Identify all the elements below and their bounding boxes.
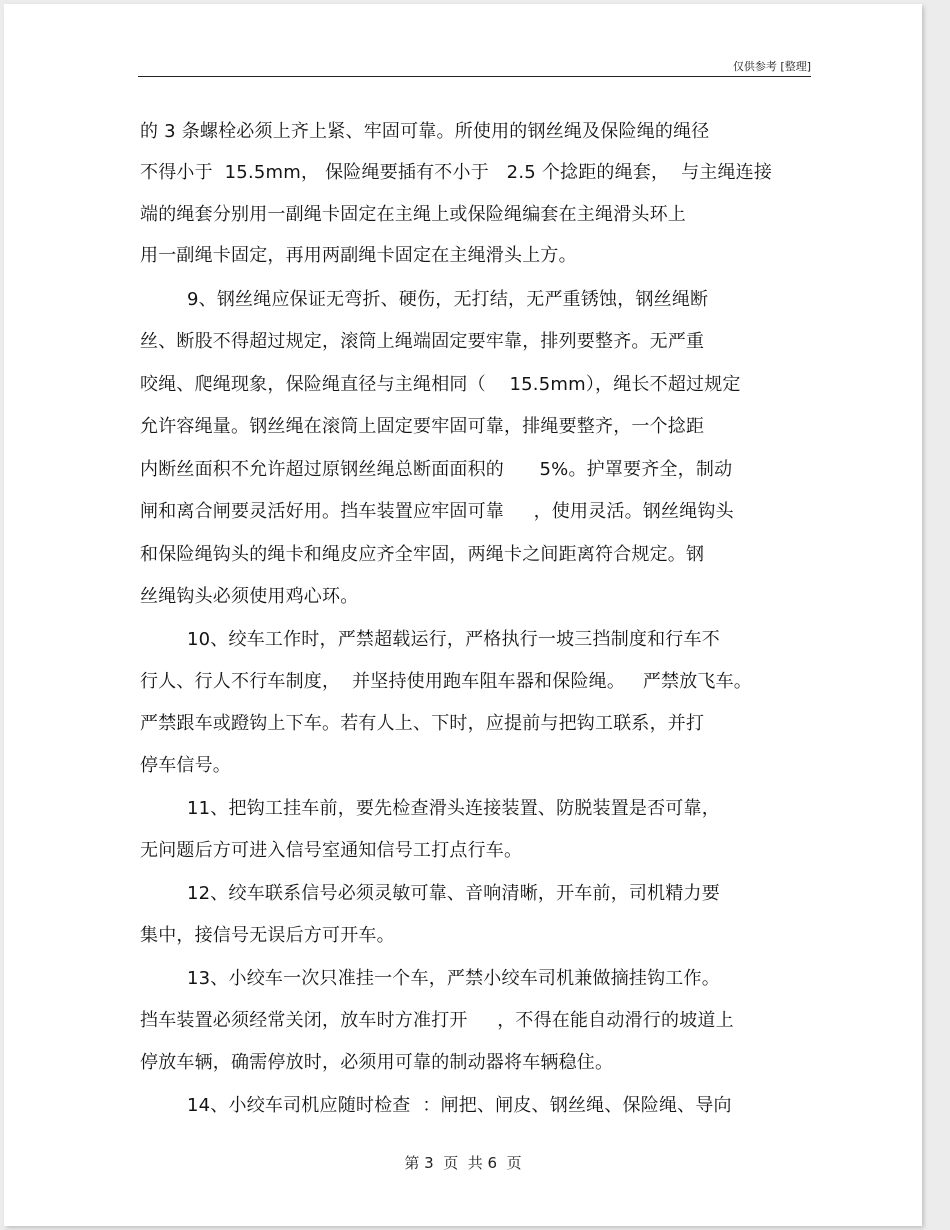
- text-line: 12、绞车联系信号必须灵敏可靠、音响清晰，开车前，司机精力要: [187, 883, 720, 904]
- text-line: 咬绳、爬绳现象，保险绳直径与主绳相同（ 15.5mm），绳长不超过规定: [140, 374, 741, 395]
- text-line: 9、钢丝绳应保证无弯折、硬伤，无打结，无严重锈蚀，钢丝绳断: [187, 289, 709, 310]
- text-line: 挡车装置必须经常关闭，放车时方准打开 ，不得在能自动滑行的坡道上: [140, 1010, 734, 1031]
- text-line: 11、把钩工挂车前，要先检查滑头连接装置、防脱装置是否可靠，: [187, 798, 720, 819]
- text-line: 停车信号。: [140, 755, 231, 776]
- text-line: 无问题后方可进入信号室通知信号工打点行车。: [140, 840, 523, 861]
- text-line: 和保险绳钩头的绳卡和绳皮应齐全牢固，两绳卡之间距离符合规定。钢: [140, 544, 705, 565]
- text-line: 端的绳套分别用一副绳卡固定在主绳上或保险绳编套在主绳滑头环上: [140, 204, 686, 225]
- text-line: 停放车辆，确需停放时，必须用可靠的制动器将车辆稳住。: [140, 1052, 614, 1073]
- header-label: 仅供参考 [整理]: [732, 60, 811, 73]
- text-line: 闸和离合闸要灵活好用。挡车装置应牢固可靠 ，使用灵活。钢丝绳钩头: [140, 501, 734, 522]
- text-line: 内断丝面积不允许超过原钢丝绳总断面面积的 5%。护罩要齐全，制动: [140, 459, 733, 480]
- text-line: 行人、行人不行车制度， 并坚持使用跑车阻车器和保险绳。 严禁放飞车。: [140, 671, 753, 692]
- body-text: [4, 4, 922, 1226]
- text-line: 集中，接信号无误后方可开车。: [140, 925, 395, 946]
- text-line: 允许容绳量。钢丝绳在滚筒上固定要牢固可靠，排绳要整齐，一个捻距: [140, 416, 705, 437]
- text-line: 13、小绞车一次只准挂一个车，严禁小绞车司机兼做摘挂钩工作。: [187, 968, 720, 989]
- text-line: 丝、断股不得超过规定，滚筒上绳端固定要牢靠，排列要整齐。无严重: [140, 331, 705, 352]
- text-line: 的 3 条螺栓必须上齐上紧、牢固可靠。所使用的钢丝绳及保险绳的绳径: [140, 121, 710, 142]
- text-line: 10、绞车工作时，严禁超载运行，严格执行一坡三挡制度和行车不: [187, 629, 720, 650]
- text-line: 不得小于 15.5mm， 保险绳要插有不小于 2.5 个捻距的绳套， 与主绳连接: [140, 162, 773, 183]
- page-number: 第 3 页 共 6 页: [404, 1154, 522, 1172]
- text-line: 用一副绳卡固定，再用两副绳卡固定在主绳滑头上方。: [140, 245, 577, 266]
- text-line: 丝绳钩头必须使用鸡心环。: [140, 586, 359, 607]
- text-line: 14、小绞车司机应随时检查 ：闸把、闸皮、钢丝绳、保险绳、导向: [187, 1095, 732, 1116]
- text-line: 严禁跟车或蹬钩上下车。若有人上、下时，应提前与把钩工联系，并打: [140, 713, 705, 734]
- document-page: [4, 4, 922, 1226]
